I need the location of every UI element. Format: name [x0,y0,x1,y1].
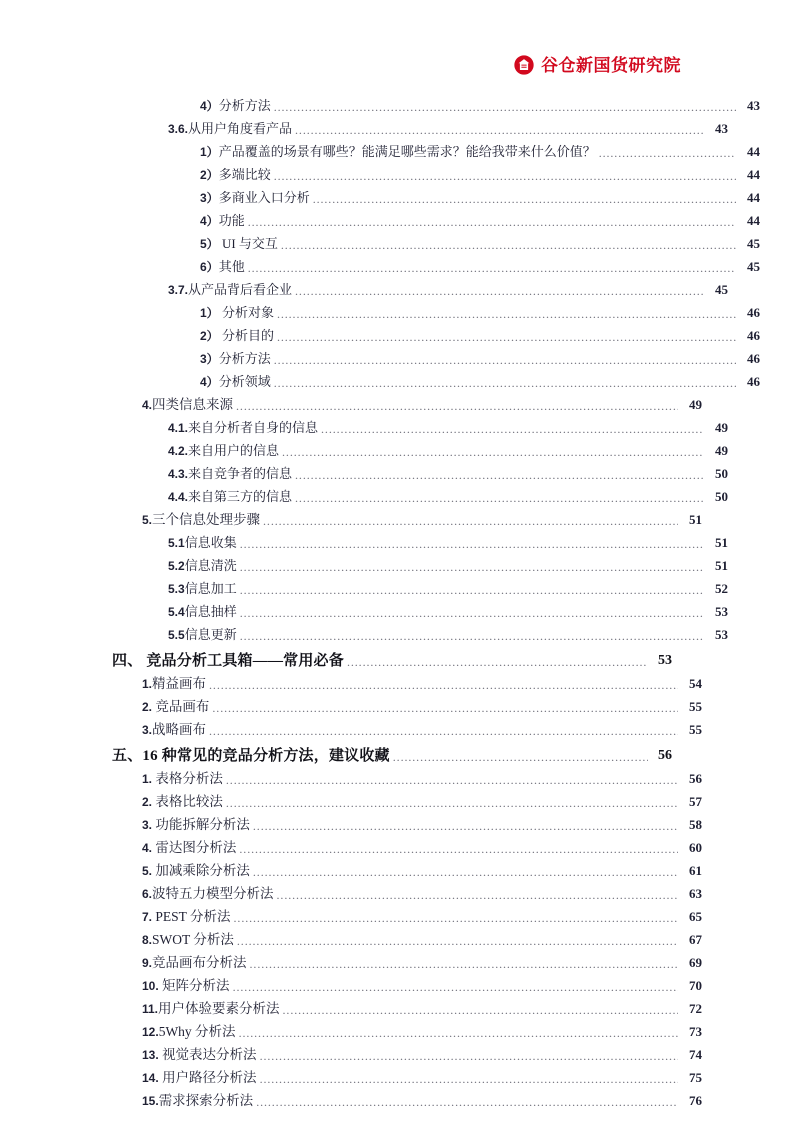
toc-dot-leader [260,1049,678,1064]
toc-dot-leader [260,1072,678,1087]
toc-page-number: 46 [747,374,760,389]
toc-page-number: 54 [689,676,702,691]
toc-entry-title: 来自用户的信息 [188,443,280,458]
toc-entry-number: 1） [200,306,219,320]
toc-entry-title: 来自第三方的信息 [188,489,293,504]
toc-entry-title: 功能 [218,213,245,228]
toc-entry-label [168,625,239,645]
toc-dot-leader [263,514,678,529]
toc-entry-label [142,1022,238,1042]
toc-entry[interactable] [112,1088,702,1111]
toc-dot-leader [274,353,736,368]
toc-dot-leader [295,491,704,506]
toc-entry[interactable] [112,208,760,231]
toc-entry-title: 信息收集 [184,535,237,550]
toc-page-number: 46 [747,328,760,343]
toc-entry-title: 分析领域 [218,374,271,389]
toc-entry[interactable] [112,254,760,277]
toc-entry-number: 5.1 [168,536,185,550]
toc-entry-label [168,464,294,484]
toc-page-number: 65 [689,909,702,924]
toc-entry-title: 多端比较 [218,167,271,182]
toc-entry-number: 4.2. [168,444,189,458]
toc-entry-title: 其他 [218,259,245,274]
toc-entry[interactable] [112,671,702,694]
toc-dot-leader [234,911,678,926]
toc-dot-leader [240,606,704,621]
toc-entry-title: 精益画布 [152,676,207,691]
toc-entry-label [142,838,238,858]
toc-page-number: 53 [715,604,728,619]
toc-entry-number: 2） [200,329,219,343]
toc-entry-title: 产品覆盖的场景有哪些？能满足哪些需求？能给我带来什么价值？ [218,144,596,159]
toc-dot-leader [239,842,678,857]
toc-dot-leader [240,583,704,598]
toc-entry-title: 分析对象 [218,305,274,320]
toc-entry-label [142,999,282,1019]
toc-entry-number: 1） [200,145,219,159]
toc-entry-title: 竞品画布分析法 [152,955,247,970]
toc-page-number: 51 [689,512,702,527]
toc-entry-number: 5. [142,513,153,527]
toc-dot-leader [274,169,736,184]
toc-entry-number: 10. [142,979,159,993]
toc-entry-title: 16 种常见的竞品分析方法，建议收藏 [142,748,390,764]
toc-entry[interactable] [112,996,702,1019]
toc-entry-title: 分析目的 [218,328,274,343]
toc-dot-leader [393,750,648,765]
toc-entry-label [142,861,252,881]
toc-entry-number: 4.1. [168,421,189,435]
toc-entry[interactable] [112,927,702,950]
toc-page-number: 70 [689,978,702,993]
toc-entry-title: 矩阵分析法 [158,978,230,993]
toc-entry-number: 4） [200,214,219,228]
toc-entry-number: 4. [142,841,153,855]
toc-dot-leader [253,865,678,880]
toc-page-number: 44 [747,190,760,205]
toc-entry[interactable] [112,231,760,254]
toc-entry-number: 7. [142,910,153,924]
toc-entry-number: 3. [142,818,153,832]
toc-dot-leader [347,655,648,670]
toc-entry-label [200,165,273,185]
toc-entry[interactable] [112,277,728,300]
toc-entry-title: 三个信息处理步骤 [152,512,261,527]
toc-entry-number: 4. [142,398,153,412]
toc-page-number: 63 [689,886,702,901]
toc-entry-title: 用户路径分析法 [158,1070,257,1085]
toc-page-number: 44 [747,144,760,159]
toc-entry[interactable] [112,162,760,185]
toc-entry-number: 4.4. [168,490,189,504]
toc-entry[interactable] [112,415,728,438]
toc-entry-number: 1. [142,677,153,691]
toc-entry-number: 2. [142,795,153,809]
toc-page-number: 51 [715,558,728,573]
toc-page-number: 58 [689,817,702,832]
toc-entry-number: 13. [142,1048,159,1062]
toc-entry-label [142,976,232,996]
toc-dot-leader [209,724,678,739]
toc-entry-label [200,142,598,162]
toc-dot-leader [321,422,704,437]
toc-dot-leader [282,445,704,460]
toc-entry-label [168,602,239,622]
toc-entry-label [142,769,225,789]
toc-entry-title: UI 与交互 [218,236,278,251]
toc-entry[interactable] [112,116,728,139]
toc-entry-title: 表格比较法 [152,794,223,809]
toc-dot-leader [236,399,678,414]
brand-logo [513,50,681,80]
toc-entry-label [200,303,276,323]
toc-entry-title: 分析方法 [218,351,271,366]
toc-entry[interactable] [112,645,672,671]
toc-page-number: 45 [715,282,728,297]
toc-entry-label [168,119,294,139]
toc-entry-label [168,441,281,461]
table-of-contents [112,93,760,1111]
toc-dot-leader [250,957,678,972]
toc-entry-number: 1. [142,772,153,786]
toc-entry-label [142,884,276,904]
toc-dot-leader [295,123,704,138]
toc-dot-leader [253,819,678,834]
toc-dot-leader [240,629,704,644]
toc-dot-leader [313,192,736,207]
toc-dot-leader [277,330,736,345]
toc-entry-number: 6. [142,887,153,901]
toc-entry-number: 5） [200,237,219,251]
toc-entry-number: 五、 [112,748,143,764]
toc-entry-title: 多商业入口分析 [218,190,310,205]
toc-entry-title: 从用户角度看产品 [188,121,293,136]
toc-dot-leader [212,701,678,716]
toc-entry-number: 15. [142,1094,159,1108]
toc-page-number: 46 [747,351,760,366]
toc-entry-title: 雷达图分析法 [152,840,237,855]
toc-entry-label [142,720,208,740]
toc-dot-leader [599,146,736,161]
toc-entry[interactable] [112,812,702,835]
toc-entry[interactable] [112,717,702,740]
toc-entry-title: 来自竞争者的信息 [188,466,293,481]
toc-dot-leader [240,560,704,575]
toc-entry-label [142,953,249,973]
toc-entry[interactable] [112,789,702,812]
toc-page-number: 44 [747,213,760,228]
toc-entry-label [142,792,225,812]
toc-entry[interactable] [112,950,702,973]
toc-entry-title: 来自分析者自身的信息 [188,420,319,435]
toc-entry-number: 2. [142,700,153,714]
toc-entry[interactable] [112,973,702,996]
toc-page-number: 53 [658,653,672,668]
toc-entry[interactable] [112,139,760,162]
toc-page-number: 61 [689,863,702,878]
toc-entry[interactable] [112,346,760,369]
toc-page-number: 55 [689,722,702,737]
toc-entry-number: 5.4 [168,605,185,619]
toc-entry-number: 6） [200,260,219,274]
toc-page-number: 45 [747,259,760,274]
toc-entry[interactable] [112,392,702,415]
toc-entry-title: PEST 分析法 [152,909,231,924]
toc-entry-number: 5.2 [168,559,185,573]
toc-dot-leader [226,773,678,788]
toc-page-number: 50 [715,466,728,481]
toc-entry-number: 四、 [112,653,143,669]
toc-entry-label [142,674,208,694]
toc-entry[interactable] [112,185,760,208]
toc-entry-label [200,257,247,277]
toc-page-number: 72 [689,1001,702,1016]
toc-entry[interactable] [112,93,760,116]
toc-entry[interactable] [112,369,760,392]
toc-dot-leader [281,238,736,253]
toc-entry-title: 视觉表达分析法 [158,1047,257,1062]
toc-entry-number: 3. [142,723,153,737]
toc-entry[interactable] [112,553,728,576]
toc-entry-label [142,510,262,530]
toc-entry-label [200,96,273,116]
toc-page-number: 75 [689,1070,702,1085]
toc-entry[interactable] [112,740,672,766]
toc-page-number: 56 [658,748,672,763]
toc-entry-title: 5Why 分析法 [158,1024,236,1039]
toc-entry[interactable] [112,1065,702,1088]
toc-dot-leader [226,796,678,811]
toc-entry-label [112,651,346,671]
toc-dot-leader [209,678,678,693]
toc-entry[interactable] [112,300,760,323]
toc-page-number: 74 [689,1047,702,1062]
toc-dot-leader [248,261,736,276]
toc-dot-leader [233,980,678,995]
toc-entry[interactable] [112,858,702,881]
toc-entry-number: 3） [200,191,219,205]
toc-page-number: 49 [715,443,728,458]
toc-page-number: 67 [689,932,702,947]
toc-dot-leader [295,284,704,299]
toc-entry[interactable] [112,323,760,346]
toc-entry-label [200,372,273,392]
toc-entry-title: 表格分析法 [152,771,223,786]
toc-entry[interactable] [112,461,728,484]
toc-entry-label [168,556,239,576]
toc-entry-label [112,746,392,766]
toc-entry-title: 信息更新 [184,627,237,642]
toc-entry-number: 8. [142,933,153,947]
toc-page-number: 76 [689,1093,702,1108]
toc-page-number: 49 [715,420,728,435]
toc-entry-number: 4） [200,99,219,113]
toc-entry-number: 11. [142,1002,159,1016]
toc-dot-leader [274,376,736,391]
toc-entry[interactable] [112,530,728,553]
toc-entry-label [142,1091,255,1111]
toc-page-number: 43 [715,121,728,136]
toc-entry-title: 四类信息来源 [152,397,234,412]
toc-entry[interactable] [112,694,702,717]
toc-entry[interactable] [112,484,728,507]
toc-entry-label [168,487,294,507]
toc-page-number: 45 [747,236,760,251]
toc-entry-title: SWOT 分析法 [152,932,234,947]
toc-dot-leader [295,468,704,483]
toc-entry-title: 需求探索分析法 [158,1093,254,1108]
toc-dot-leader [277,888,678,903]
toc-entry-label [200,349,273,369]
toc-page-number: 60 [689,840,702,855]
toc-entry[interactable] [112,835,702,858]
toc-entry-label [200,234,280,254]
toc-entry-title: 信息清洗 [184,558,237,573]
toc-entry-label [200,188,312,208]
toc-page-number: 49 [689,397,702,412]
toc-entry[interactable] [112,766,702,789]
toc-page-number: 43 [747,98,760,113]
toc-entry-number: 4） [200,375,219,389]
toc-dot-leader [256,1095,678,1110]
toc-entry-number: 3.6. [168,122,189,136]
toc-entry-title: 功能拆解分析法 [152,817,250,832]
toc-entry[interactable] [112,507,702,530]
toc-dot-leader [239,1026,678,1041]
toc-entry-label [142,1045,259,1065]
toc-entry[interactable] [112,599,728,622]
toc-entry-label [168,533,239,553]
toc-entry[interactable] [112,622,728,645]
toc-entry-number: 5. [142,864,153,878]
toc-entry-label [142,697,211,717]
toc-entry-number: 3） [200,352,219,366]
toc-entry[interactable] [112,438,728,461]
toc-entry-number: 3.7. [168,283,189,297]
brand-name: 谷仓新国货研究院 [541,55,681,75]
toc-entry-label [142,815,252,835]
toc-page-number: 44 [747,167,760,182]
toc-entry[interactable] [112,576,728,599]
toc-dot-leader [240,537,704,552]
toc-entry-number: 5.5 [168,628,185,642]
toc-dot-leader [283,1003,678,1018]
toc-entry-number: 5.3 [168,582,185,596]
toc-entry-label [168,418,320,438]
toc-entry-number: 14. [142,1071,159,1085]
toc-page-number: 50 [715,489,728,504]
toc-entry[interactable] [112,1019,702,1042]
toc-entry-label [142,1068,259,1088]
toc-entry-label [168,579,239,599]
toc-entry-number: 2） [200,168,219,182]
toc-entry-title: 从产品背后看企业 [188,282,293,297]
toc-dot-leader [274,100,736,115]
toc-entry-title: 用户体验要素分析法 [158,1001,280,1016]
toc-page-number: 51 [715,535,728,550]
toc-entry-label [142,395,235,415]
toc-entry-title: 竞品画布 [152,699,210,714]
toc-entry-number: 9. [142,956,153,970]
toc-entry-title: 战略画布 [152,722,207,737]
toc-entry[interactable] [112,904,702,927]
toc-entry-label [200,326,276,346]
toc-entry-title: 加减乘除分析法 [152,863,250,878]
toc-entry[interactable] [112,881,702,904]
toc-entry-number: 12. [142,1025,159,1039]
toc-dot-leader [248,215,736,230]
toc-entry-title: 信息加工 [184,581,237,596]
toc-page-number: 52 [715,581,728,596]
toc-entry-title: 分析方法 [218,98,271,113]
toc-entry-title: 竞品分析工具箱——常用必备 [142,653,344,669]
toc-entry-label [142,930,236,950]
toc-dot-leader [237,934,678,949]
toc-page-number: 69 [689,955,702,970]
toc-page-number: 56 [689,771,702,786]
toc-entry-label [168,280,294,300]
toc-entry-label [142,907,233,927]
toc-entry-label [200,211,247,231]
toc-page-number: 73 [689,1024,702,1039]
toc-entry[interactable] [112,1042,702,1065]
toc-page-number: 46 [747,305,760,320]
granary-logo-icon [513,54,535,76]
toc-entry-number: 4.3. [168,467,189,481]
toc-entry-title: 信息抽样 [184,604,237,619]
toc-dot-leader [277,307,736,322]
toc-page-number: 53 [715,627,728,642]
toc-entry-title: 波特五力模型分析法 [152,886,274,901]
toc-page-number: 57 [689,794,702,809]
toc-page-number: 55 [689,699,702,714]
